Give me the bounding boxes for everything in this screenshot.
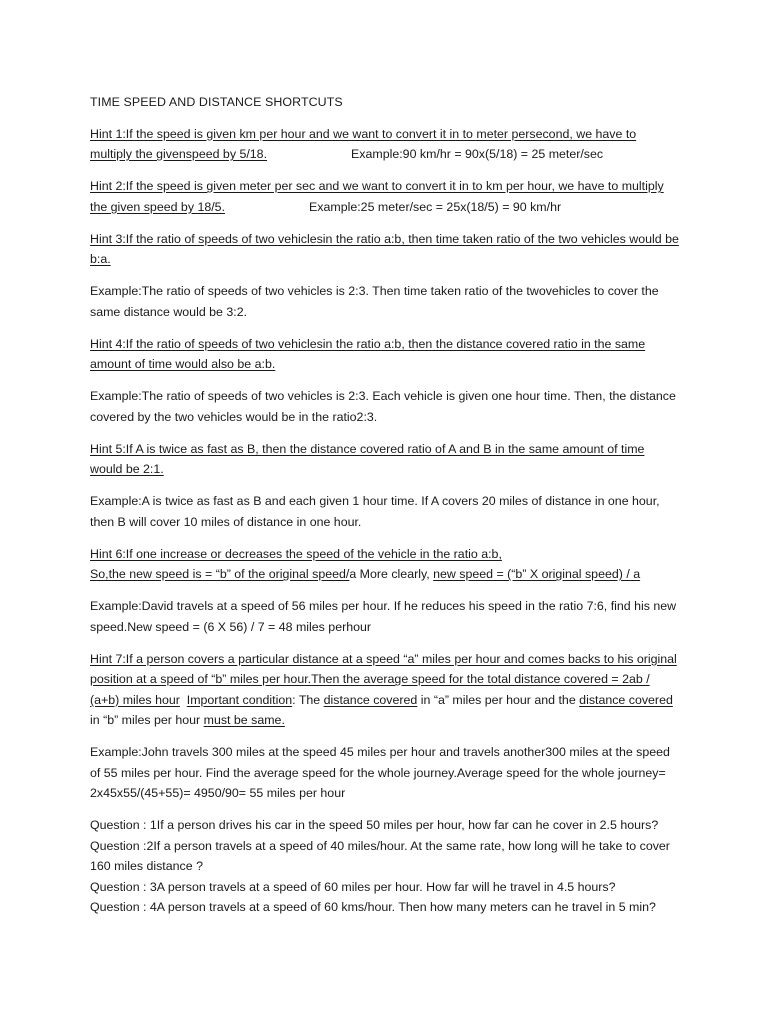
hint-2 <box>90 176 680 217</box>
hint-4-text: Hint 4:If the ratio of speeds of two vehiclesin the ratio a:b, then the distance covered ratio in the same amount of time would also be a:b. <box>90 336 646 371</box>
hint-7: Hint 7:If a person covers a particular distance at a speed “a” miles per hour and comes backs to his original position at a speed of “b” miles per hour.Then the average speed for the total distance covered = 2ab / (a+b) miles hour Important condition: The distance covered in “a” miles per hour and the distance covered in “b” miles per hour must be same. <box>90 651 677 727</box>
hint-3-example: Example:The ratio of speeds of two vehicles is 2:3. Then time taken ratio of the twovehicles to cover the same distance would be 3:2. <box>90 284 659 319</box>
question-list <box>90 815 680 918</box>
hint-6-example: Example:David travels at a speed of 56 miles per hour. If he reduces his speed in the ratio 7:6, find his new speed.New speed = (6 X 56) / 7 = 48 miles perhour <box>90 599 677 634</box>
hint-5-example: Example:A is twice as fast as B and each given 1 hour time. If A covers 20 miles of distance in one hour, then B will cover 10 miles of distance in one hour. <box>90 494 660 529</box>
hint-6-connector: a More clearly, <box>349 567 434 581</box>
page-title: TIME SPEED AND DISTANCE SHORTCUTS <box>90 95 343 109</box>
hint-1-example: Example:90 km/hr = 90x(5/18) = 25 meter/sec <box>351 147 604 161</box>
hint-6-formula: new speed = (“b” X original speed) / a <box>433 567 641 581</box>
hint-4-example: Example:The ratio of speeds of two vehicles is 2:3. Each vehicle is given one hour time. Then, the distance covered by the two vehicles would be in the ratio2:3. <box>90 389 676 424</box>
hint-7-important-condition: Important condition <box>186 692 293 707</box>
hint-7-example: Example:John travels 300 miles at the speed 45 miles per hour and travels another300 miles at the speed of 55 miles per hour. Find the average speed for the whole journey.Average speed for the whole journey= 2x45x55/(45+55)= 4950/90= 55 miles per hour <box>90 745 670 800</box>
hint-5-text: Hint 5:If A is twice as fast as B, then the distance covered ratio of A and B in the same amount of time would be 2:1. <box>90 441 645 476</box>
question-item: Question : 1If a person drives his car in the speed 50 miles per hour, how far can he cover in 2.5 hours? <box>90 818 659 832</box>
question-item: Question : 4A person travels at a speed of 60 kms/hour. Then how many meters can he travel in 5 min? <box>90 900 656 914</box>
question-item: Question : 3A person travels at a speed of 60 miles per hour. How far will he travel in 4.5 hours? <box>90 879 616 894</box>
hint-1 <box>90 124 680 165</box>
hint-2-example: Example:25 meter/sec = 25x(18/5) = 90 km/hr <box>309 199 562 214</box>
hint-6-new-speed-statement: So,the new speed is = “b” of the original speed/ <box>90 567 350 581</box>
hint-7-distance-covered-2: distance covered <box>579 692 673 707</box>
hint-2-text: Hint 2:If the speed is given meter per sec and we want to convert it in to km per hour, we have to multiply the given speed by 18/5. <box>90 179 664 214</box>
question-item: Question :2If a person travels at a speed of 40 miles/hour. At the same rate, how long will he take to cover 160 miles distance ? <box>90 838 670 873</box>
hint-6 <box>90 544 680 585</box>
hint-7-distance-covered-1: distance covered <box>323 692 418 707</box>
hint-7-text: Hint 7:If a person covers a particular distance at a speed “a” miles per hour and comes backs to his original position at a speed of “b” miles per hour.Then the average speed for the total distance covered = 2ab / (a+b) miles hour <box>90 651 677 707</box>
hint-3-text: Hint 3:If the ratio of speeds of two vehiclesin the ratio a:b, then time taken ratio of the two vehicles would be b:a. <box>90 231 679 266</box>
hint-6-line-1: Hint 6:If one increase or decreases the speed of the vehicle in the ratio a:b, <box>90 546 502 561</box>
hint-1-text: Hint 1:If the speed is given km per hour and we want to convert it in to meter persecond, we have to multiply the givenspeed by 5/18. <box>90 126 637 161</box>
hint-7-must-be-same: must be same. <box>203 713 285 727</box>
